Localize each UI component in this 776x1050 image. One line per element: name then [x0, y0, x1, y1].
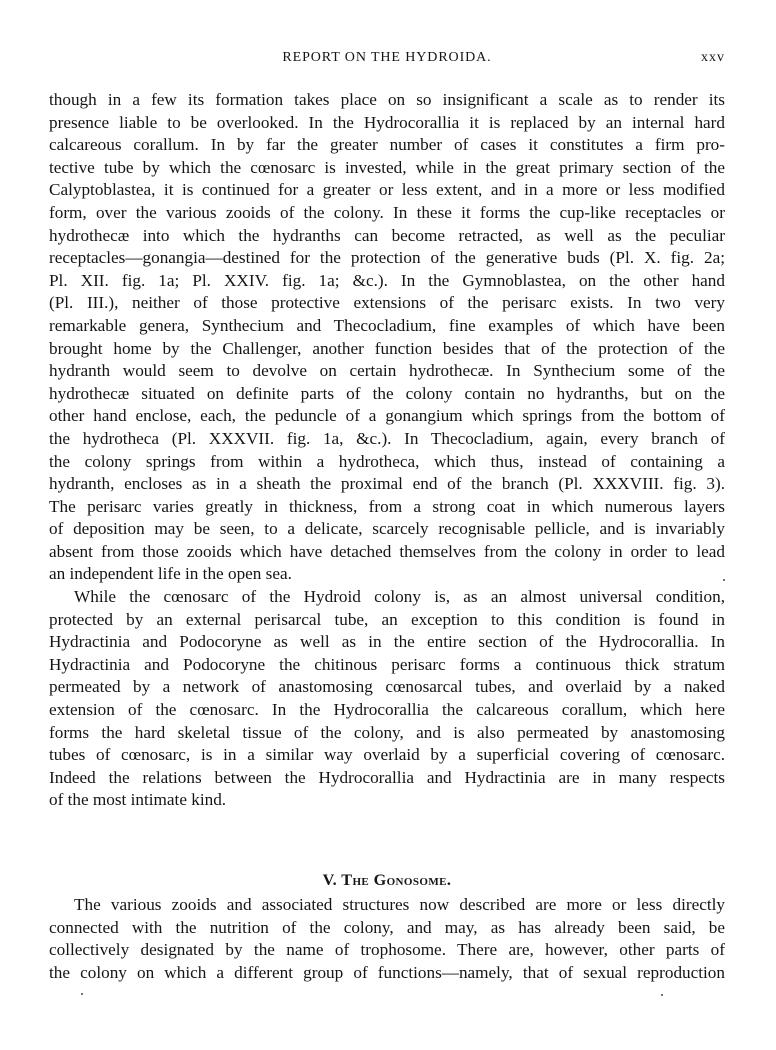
text-line: hydranth, encloses as in a sheath the proximal end of the branch (Pl. XXXVIII. fig. 3). — [49, 474, 725, 494]
main-text — [49, 89, 725, 812]
text-line: forms the hard skeletal tissue of the colony, and is also permeated by anastomosing — [49, 722, 725, 742]
text-line: Indeed the relations between the Hydrocorallia and Hydractinia are in many respects — [49, 767, 725, 787]
text-line: of the most intimate kind. — [49, 790, 227, 810]
text-line: extension of the cœnosarc. In the Hydrocorallia the calcareous corallum, which here — [49, 700, 725, 720]
text-line: permeated by a network of anastomosing cœnosarcal tubes, and overlaid by a naked — [49, 677, 725, 697]
text-line: the colony on which a different group of functions—namely, that of sexual reproduction — [49, 962, 725, 982]
text-line: brought home by the Challenger, another function besides that of the protection of the — [49, 338, 725, 358]
text-line: The various zooids and associated structures now described are more or less directly — [74, 895, 725, 914]
text-line: collectively designated by the name of trophosome. There are, however, other parts of — [49, 940, 725, 960]
print-speck — [723, 579, 725, 581]
paragraph-coenosarc — [49, 586, 725, 812]
running-title: REPORT ON THE HYDROIDA. — [282, 50, 492, 65]
paragraph-perisarc — [49, 89, 725, 586]
page-number: xxv — [701, 50, 725, 65]
text-line: of deposition may be seen, to a delicate, scarcely recognisable pellicle, and is invariably — [49, 519, 725, 539]
section-heading: V. The Gonosome. — [322, 871, 452, 890]
text-line: The perisarc varies greatly in thickness, from a strong coat in which numerous layers — [49, 496, 725, 516]
text-line: connected with the nutrition of the colony, and may, as has already been said, be — [49, 917, 725, 937]
print-speck — [661, 994, 663, 996]
text-line: hydrothecæ into which the hydranths can become retracted, as well as the peculiar — [49, 225, 725, 245]
text-line: While the cœnosarc of the Hydroid colony is, as an almost universal condition, — [74, 587, 725, 607]
running-header — [49, 50, 725, 74]
text-line: form, over the various zooids of the colony. In these it forms the cup-like receptacles or — [49, 202, 725, 222]
text-line: Calyptoblastea, it is continued for a greater or less extent, and in a more or less modified — [49, 180, 725, 200]
text-line: tubes of cœnosarc, is in a similar way overlaid by a superficial covering of cœnosarc. — [49, 745, 725, 765]
text-line: absent from those zooids which have detached themselves from the colony in order to lead — [49, 541, 725, 561]
text-line: protected by an external perisarcal tube, an exception to this condition is found in — [49, 609, 725, 629]
text-line: hydrothecæ situated on definite parts of the colony contain no hydranths, but on the — [49, 383, 725, 403]
text-line: receptacles—gonangia—destined for the protection of the generative buds (Pl. X. fig. 2a; — [49, 248, 725, 268]
gonosome-text — [49, 894, 725, 984]
text-line: presence liable to be overlooked. In the Hydrocorallia it is replaced by an internal hard — [49, 112, 725, 132]
print-speck — [81, 993, 83, 995]
text-line: (Pl. III.), neither of those protective extensions of the perisarc exists. In two very — [49, 293, 725, 313]
text-line: an independent life in the open sea. — [49, 564, 292, 584]
text-line: tective tube by which the cœnosarc is invested, while in the great primary section of the — [49, 157, 725, 177]
text-line: the hydrotheca (Pl. XXXVII. fig. 1a, &c.). In Thecocladium, again, every branch of — [49, 428, 725, 448]
text-line: though in a few its formation takes place on so insignificant a scale as to render its — [49, 90, 725, 109]
text-line: calcareous corallum. In by far the greater number of cases it constitutes a firm pro- — [49, 135, 725, 155]
text-line: remarkable genera, Synthecium and Thecocladium, fine examples of which have been — [49, 315, 725, 335]
text-line: other hand enclose, each, the peduncle of a gonangium which springs from the bottom of — [49, 406, 725, 426]
text-line: hydranth would seem to devolve on certain hydrothecæ. In Synthecium some of the — [49, 361, 725, 381]
text-line: Pl. XII. fig. 1a; Pl. XXIV. fig. 1a; &c.). In the Gymnoblastea, on the other hand — [49, 270, 725, 290]
text-line: the colony springs from within a hydrotheca, which thus, instead of containing a — [49, 451, 725, 471]
text-line: Hydractinia and Podocoryne as well as in the entire section of the Hydrocorallia. In — [49, 632, 725, 652]
text-line: Hydractinia and Podocoryne the chitinous perisarc forms a continuous thick stratum — [49, 654, 725, 674]
